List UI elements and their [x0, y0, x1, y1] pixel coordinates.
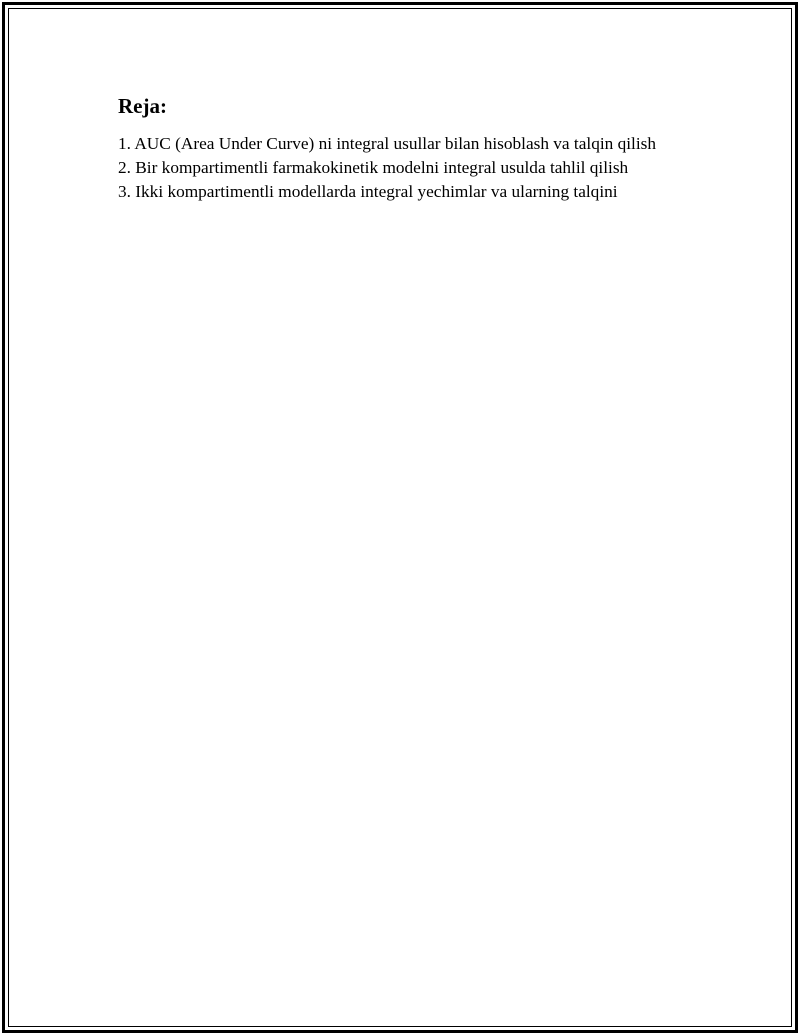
plan-item-2: 2. Bir kompartimentli farmakokinetik modelni integral usulda tahlil qilish: [118, 158, 629, 177]
plan-item-3: 3. Ikki kompartimentli modellarda integral yechimlar va ularning talqini: [118, 182, 618, 201]
plan-item-1: 1. AUC (Area Under Curve) ni integral usullar bilan hisoblash va talqin qilish: [118, 134, 657, 153]
document-content: [118, 92, 678, 204]
plan-list: [118, 132, 678, 204]
plan-heading: Reja:: [118, 94, 167, 118]
